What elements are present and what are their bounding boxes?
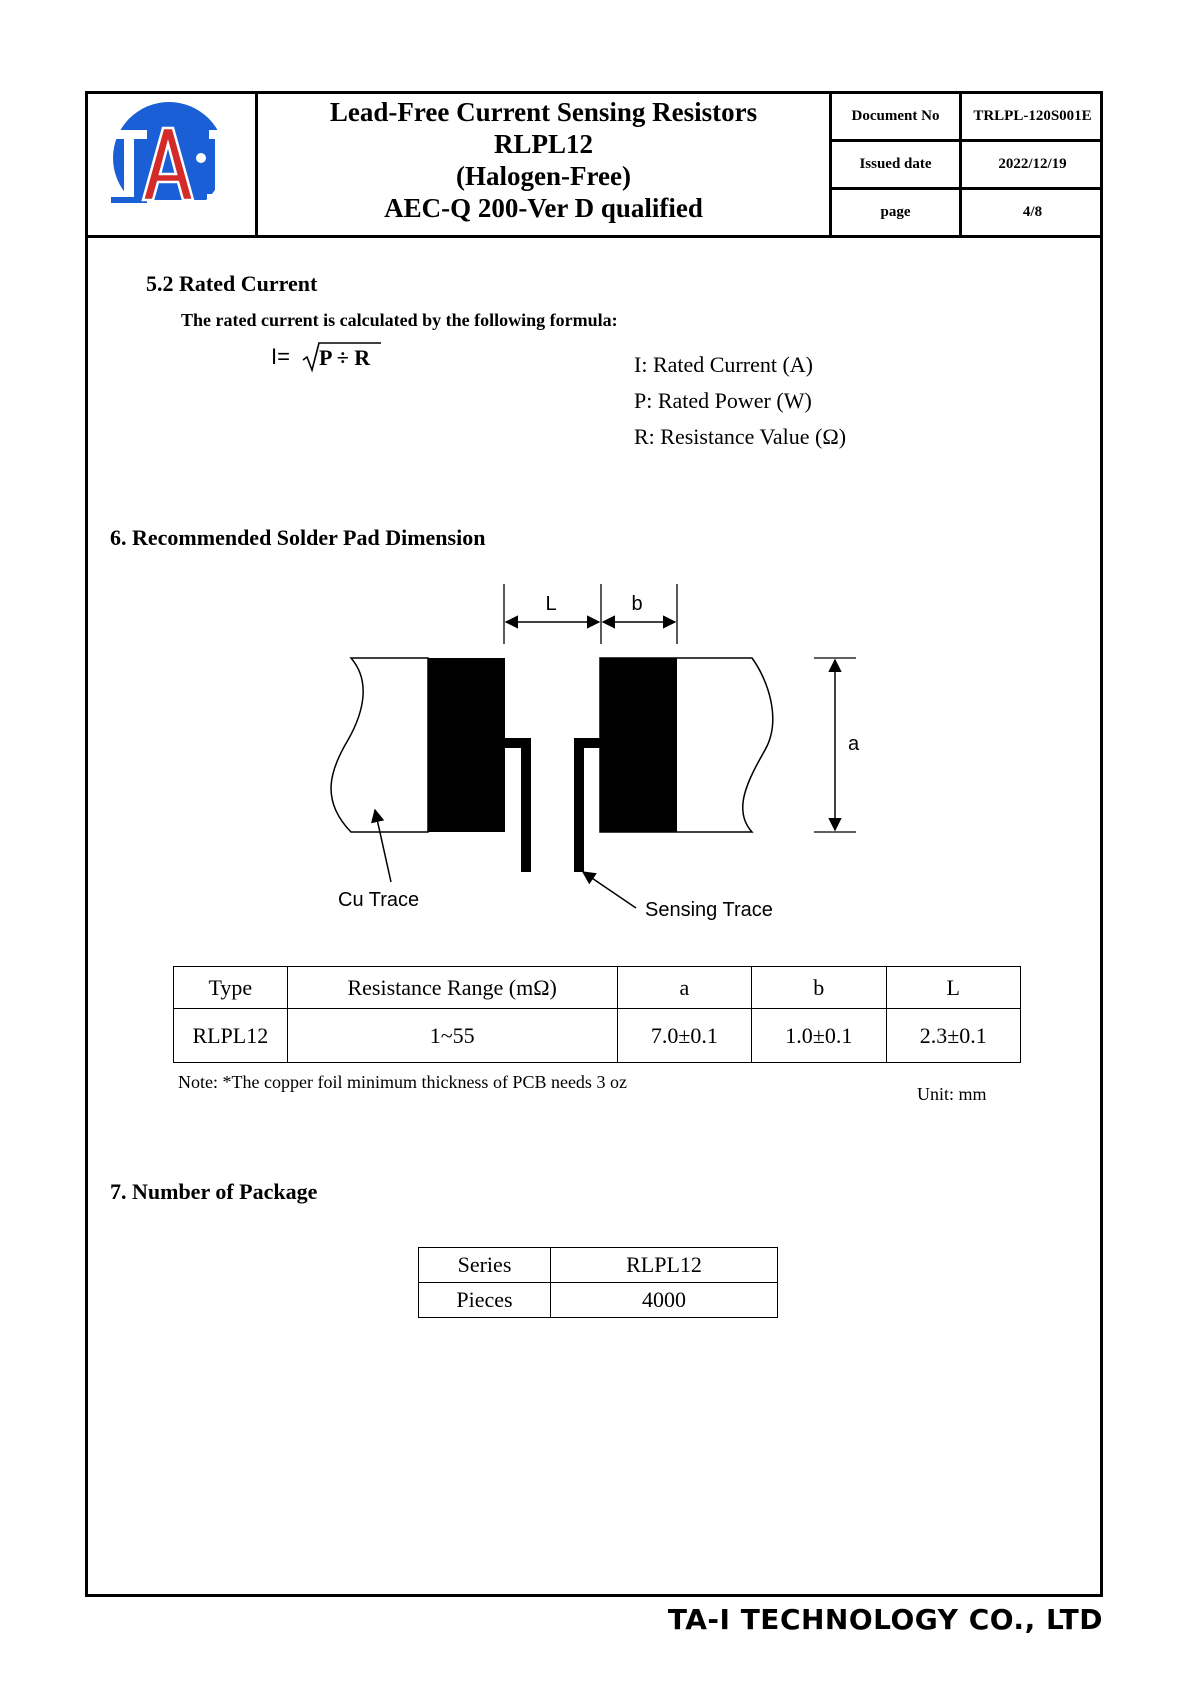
- diagram-label-L: L: [545, 593, 557, 615]
- legend-power: P: Rated Power (W): [634, 388, 812, 413]
- meta-value-document-no: TRLPL-120S001E: [973, 108, 1092, 124]
- company-logo: [103, 100, 238, 212]
- section-7-heading: 7. Number of Package: [110, 1179, 318, 1204]
- table-cell: 7.0±0.1: [617, 1009, 751, 1063]
- footer-company-name: TA-I TECHNOLOGY CO., LTD: [667, 1603, 1103, 1636]
- table-header-cell: L: [886, 967, 1020, 1009]
- table-row: [419, 1248, 778, 1283]
- title-line-4: AEC-Q 200-Ver D qualified: [384, 193, 703, 223]
- title-line-2: RLPL12: [493, 129, 593, 159]
- title-line-3: (Halogen-Free): [456, 161, 631, 191]
- table-header-cell: a: [617, 967, 751, 1009]
- table-cell: Pieces: [419, 1283, 551, 1318]
- table-row: [174, 1009, 1021, 1063]
- solder-pad-table: [173, 966, 1021, 1063]
- meta-value-page: 4/8: [1022, 204, 1043, 220]
- table-row: [419, 1283, 778, 1318]
- table-header-cell: Resistance Range (mΩ): [287, 967, 617, 1009]
- table-cell: Series: [419, 1248, 551, 1283]
- table-cell: 4000: [551, 1283, 778, 1318]
- section-5-2-heading: 5.2 Rated Current: [146, 271, 318, 296]
- title-line-1: Lead-Free Current Sensing Resistors: [329, 97, 758, 127]
- meta-label-document-no: Document No: [851, 108, 940, 124]
- package-table: [418, 1247, 778, 1318]
- table-header-row: [174, 967, 1021, 1009]
- table-note: Note: *The copper foil minimum thickness of PCB needs 3 oz: [178, 1072, 627, 1092]
- diagram-label-b: b: [631, 593, 643, 615]
- header-divider: [85, 235, 1103, 238]
- meta-value-issued-date: 2022/12/19: [998, 156, 1067, 172]
- formula-rhs: P ÷ R: [319, 345, 371, 370]
- table-cell: RLPL12: [551, 1248, 778, 1283]
- legend-current: I: Rated Current (A): [634, 352, 813, 377]
- meta-label-issued-date: Issued date: [859, 156, 932, 172]
- unit-label: Unit: mm: [917, 1084, 987, 1104]
- table-cell: 2.3±0.1: [886, 1009, 1020, 1063]
- solder-pad-diagram: [300, 570, 880, 930]
- table-header-cell: Type: [174, 967, 288, 1009]
- table-cell: 1~55: [287, 1009, 617, 1063]
- table-cell: RLPL12: [174, 1009, 288, 1063]
- section-5-2-intro: The rated current is calculated by the following formula:: [181, 310, 618, 330]
- diagram-label-sensing-trace: Sensing Trace: [645, 899, 773, 921]
- diagram-label-a: a: [848, 733, 860, 755]
- table-cell: 1.0±0.1: [752, 1009, 886, 1063]
- diagram-label-cu-trace: Cu Trace: [338, 889, 420, 911]
- table-header-cell: b: [752, 967, 886, 1009]
- section-6-heading: 6. Recommended Solder Pad Dimension: [110, 525, 486, 550]
- formula-lhs: I=: [271, 344, 290, 369]
- document-title: [258, 96, 829, 224]
- legend-resistance: R: Resistance Value (Ω): [634, 424, 847, 449]
- meta-label-page: page: [880, 204, 911, 220]
